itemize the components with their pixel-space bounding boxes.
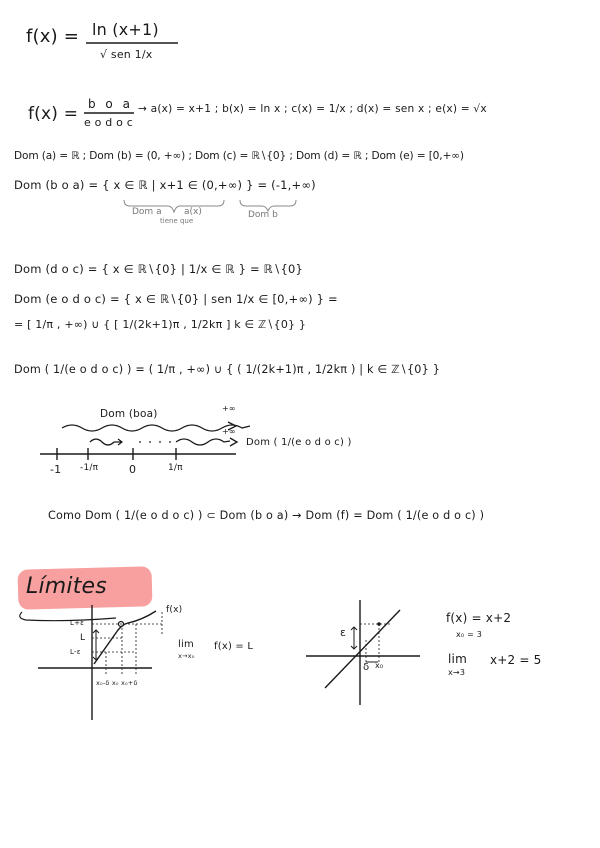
example-lim-sub: x→3 xyxy=(448,668,466,677)
comp-numerator: b o a xyxy=(88,97,133,111)
title-denominator: √ sen 1/x xyxy=(100,48,153,61)
graph1-y-top: L+ε xyxy=(70,619,85,627)
note-ax: a(x) xyxy=(184,207,202,217)
tick-minus-one-over-pi: -1/π xyxy=(80,463,99,473)
graph2-delta: δ xyxy=(363,662,370,673)
numline-plus-inf-top: +∞ xyxy=(222,404,236,413)
note-dom-a: Dom a xyxy=(132,207,162,217)
graph1-f-label: f(x) xyxy=(166,605,183,615)
graph1-lim-rhs: f(x) = L xyxy=(214,641,254,652)
graph2-line xyxy=(325,610,400,688)
numline-label-inverse: Dom ( 1/(e o d o c) ) xyxy=(246,437,352,448)
tick-zero: 0 xyxy=(129,463,137,476)
graph1-x-labels: x₀-δ x₀ x₀+δ xyxy=(96,679,138,687)
title-f-lhs: f(x) = xyxy=(26,26,80,47)
conclusion-line: Como Dom ( 1/(e o d o c) ) ⊂ Dom (b o a) → Dom (f) = Dom ( 1/(e o d o c) ) xyxy=(48,509,485,522)
example-f: f(x) = x+2 xyxy=(446,611,512,625)
example-x0: x₀ = 3 xyxy=(456,630,483,639)
example-lim-rhs: x+2 = 5 xyxy=(490,653,542,667)
graph1-y-mid: L xyxy=(80,633,86,643)
comp-denominator: e o d o c xyxy=(84,116,134,129)
dom-boa-line: Dom (b o a) = { x ∈ ℝ | x+1 ∈ (0,+∞) } = (-1,+∞) xyxy=(14,178,316,192)
title-underline xyxy=(20,612,116,621)
graph2-epsilon: ε xyxy=(340,626,347,639)
graph1-lim-sub: x→x₀ xyxy=(178,652,195,660)
dom-inverse-line: Dom ( 1/(e o d o c) ) = ( 1/π , +∞) ∪ { ( 1/(2k+1)π , 1/2kπ ) | k ∈ ℤ∖{0} } xyxy=(14,363,441,376)
dom-eodoc-line2: = [ 1/π , +∞) ∪ { [ 1/(2k+1)π , 1/2kπ ] k ∈ ℤ∖{0} } xyxy=(14,318,307,331)
comp-lhs: f(x) = xyxy=(28,104,79,124)
tick-one-over-pi: 1/π xyxy=(168,463,183,473)
title-numerator: ln (x+1) xyxy=(92,20,159,39)
tick-minus-one: -1 xyxy=(50,463,62,476)
graph1-y-low: L-ε xyxy=(70,648,81,656)
section-title-limites: Límites xyxy=(26,574,107,599)
dom-eodoc-line1: Dom (e o d o c) = { x ∈ ℝ∖{0} | sen 1/x ∈ [0,+∞) } = xyxy=(14,292,338,306)
graph2-x0: x₀ xyxy=(375,661,384,670)
dom-doc-line: Dom (d o c) = { x ∈ ℝ∖{0} | 1/x ∈ ℝ } = ℝ∖{0} xyxy=(14,262,304,276)
note-dom-b: Dom b xyxy=(248,210,278,220)
dom-inv-curve-left xyxy=(90,439,114,445)
numline-plus-inf-bottom: +∞ xyxy=(222,427,236,436)
graph1-lim: lim xyxy=(178,639,194,650)
note-tiene-que: tiene que xyxy=(160,217,194,225)
domains-line: Dom (a) = ℝ ; Dom (b) = (0, +∞) ; Dom (c) = ℝ∖{0} ; Dom (d) = ℝ ; Dom (e) = [0,+∞) xyxy=(14,150,464,162)
comp-definitions: → a(x) = x+1 ; b(x) = ln x ; c(x) = 1/x ; d(x) = sen x ; e(x) = √x xyxy=(138,103,487,115)
numline-label-boa: Dom (boa) xyxy=(100,408,158,420)
example-lim: lim xyxy=(448,652,467,666)
dom-inv-curve-right xyxy=(176,439,230,445)
